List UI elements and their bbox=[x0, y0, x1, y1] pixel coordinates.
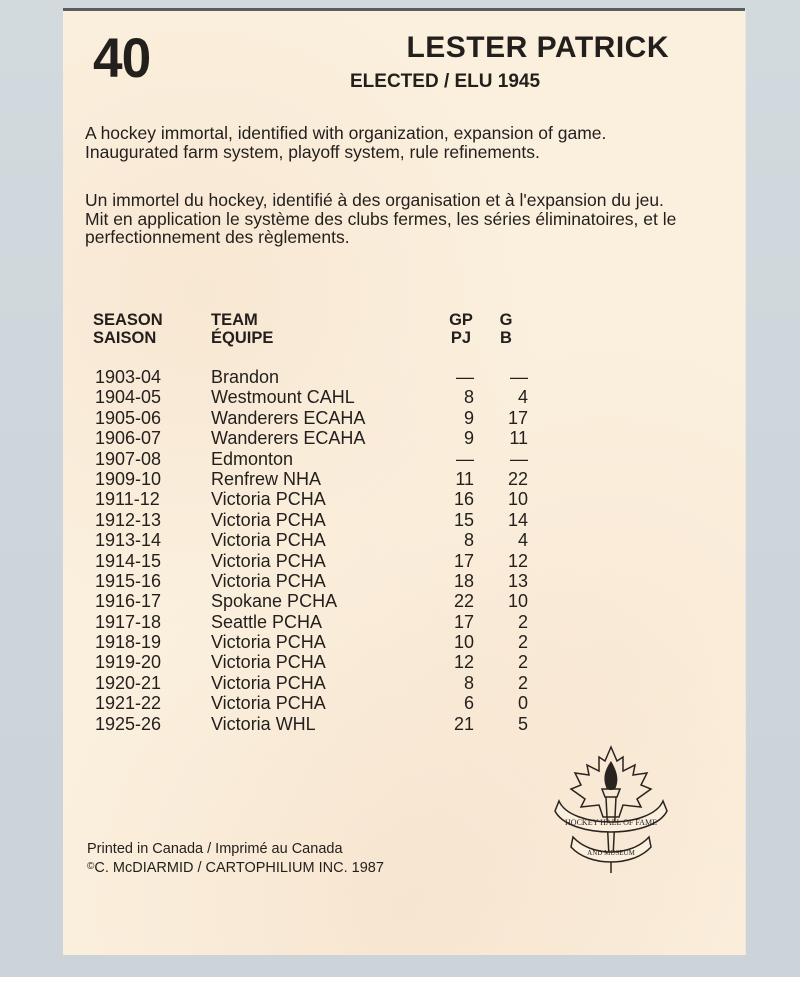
season-cell: 1912-13 bbox=[95, 509, 162, 530]
team-cell: Wanderers ECAHA bbox=[211, 407, 366, 428]
games-played-cell: 17 bbox=[453, 550, 474, 571]
goals-cell: — bbox=[510, 367, 528, 387]
games-played-cell: 15 bbox=[453, 509, 474, 530]
season-cell: 1906-07 bbox=[95, 428, 162, 449]
games-played-cell: — bbox=[456, 367, 474, 387]
career-stats-table bbox=[91, 311, 531, 734]
stats-row bbox=[91, 387, 531, 407]
copyright-line bbox=[87, 858, 384, 877]
games-played-cell: 9 bbox=[463, 407, 474, 428]
stats-row bbox=[91, 510, 531, 530]
goals-cell: 2 bbox=[517, 611, 528, 632]
goals-cell: 2 bbox=[517, 672, 528, 693]
team-cell: Wanderers ECAHA bbox=[211, 428, 366, 449]
season-cell: 1921-22 bbox=[95, 693, 162, 714]
season-cell: 1925-26 bbox=[95, 713, 162, 734]
team-cell: Edmonton bbox=[211, 448, 294, 469]
season-cell: 1920-21 bbox=[95, 672, 162, 693]
season-cell: 1917-18 bbox=[95, 611, 162, 632]
stats-row bbox=[91, 530, 531, 550]
goals-cell: 0 bbox=[517, 693, 528, 714]
header-season-fr: SAISON bbox=[93, 329, 157, 347]
stats-row bbox=[91, 449, 531, 469]
goals-cell: 2 bbox=[517, 652, 528, 673]
goals-cell: 10 bbox=[507, 489, 528, 510]
header-gp-fr: PJ bbox=[450, 329, 472, 347]
printed-in-canada: Printed in Canada / Imprimé au Canada bbox=[87, 841, 343, 857]
games-played-cell: 18 bbox=[453, 570, 474, 591]
bio-english: A hockey immortal, identified with organization, expansion of game. Inaugurated farm system, playoff system, rule refinements. bbox=[85, 123, 607, 162]
team-cell: Brandon bbox=[211, 367, 280, 387]
season-cell: 1919-20 bbox=[95, 652, 162, 673]
games-played-cell: 9 bbox=[463, 428, 474, 449]
season-cell: 1914-15 bbox=[95, 550, 162, 571]
card-footer bbox=[87, 841, 384, 877]
trading-card-back bbox=[63, 8, 745, 955]
games-played-cell: 12 bbox=[453, 652, 474, 673]
bio-french: Un immortel du hockey, identifié à des organisation et à l'expansion du jeu. Mit en application le système des clubs fermes, les séries éliminatoires, et le perfectionnement des règlements. bbox=[85, 190, 677, 247]
stats-row bbox=[91, 367, 531, 387]
header-team-fr: ÉQUIPE bbox=[211, 329, 274, 347]
header-team-en: TEAM bbox=[211, 311, 258, 329]
team-cell: Victoria PCHA bbox=[211, 652, 326, 673]
hockey-hall-of-fame-crest-icon bbox=[551, 739, 671, 879]
games-played-cell: 11 bbox=[455, 468, 474, 489]
header-team bbox=[211, 311, 273, 347]
goals-cell: — bbox=[510, 448, 528, 469]
games-played-cell: 8 bbox=[463, 672, 474, 693]
stats-row bbox=[91, 714, 531, 734]
goals-cell: 5 bbox=[517, 713, 528, 734]
team-cell: Renfrew NHA bbox=[211, 468, 322, 489]
team-cell: Victoria PCHA bbox=[211, 693, 326, 714]
season-cell: 1907-08 bbox=[95, 448, 162, 469]
team-cell: Victoria WHL bbox=[211, 713, 316, 734]
header-g-en: G bbox=[499, 311, 513, 329]
season-cell: 1916-17 bbox=[95, 591, 162, 612]
stats-row bbox=[91, 551, 531, 571]
copyright-text: C. McDIARMID / CARTOPHILIUM INC. 1987 bbox=[94, 860, 384, 876]
goals-cell: 2 bbox=[517, 632, 528, 653]
team-cell: Victoria PCHA bbox=[211, 672, 326, 693]
stats-row bbox=[91, 632, 531, 652]
team-cell: Victoria PCHA bbox=[211, 489, 326, 510]
stats-row bbox=[91, 428, 531, 448]
team-cell: Victoria PCHA bbox=[211, 550, 326, 571]
team-cell: Victoria PCHA bbox=[211, 632, 326, 653]
player-name: LESTER PATRICK bbox=[406, 31, 669, 64]
header-g bbox=[491, 311, 521, 347]
goals-cell: 4 bbox=[517, 387, 528, 408]
svg-text:AND MUSEUM: AND MUSEUM bbox=[587, 849, 635, 857]
team-cell: Victoria PCHA bbox=[211, 509, 326, 530]
copyright-symbol: © bbox=[87, 861, 95, 872]
stats-row bbox=[91, 612, 531, 632]
season-cell: 1918-19 bbox=[95, 632, 162, 653]
card-number: 40 bbox=[93, 26, 151, 89]
team-cell: Victoria PCHA bbox=[211, 530, 326, 551]
games-played-cell: 10 bbox=[453, 632, 474, 653]
header-gp-en: GP bbox=[449, 311, 473, 329]
games-played-cell: 17 bbox=[453, 611, 474, 632]
goals-cell: 4 bbox=[517, 530, 528, 551]
team-cell: Westmount CAHL bbox=[211, 387, 355, 408]
svg-text:HOCKEY HALL OF FAME: HOCKEY HALL OF FAME bbox=[565, 818, 657, 827]
games-played-cell: 21 bbox=[453, 713, 474, 734]
stats-header bbox=[91, 311, 531, 367]
stats-row bbox=[91, 693, 531, 713]
goals-cell: 14 bbox=[507, 509, 528, 530]
header-gp bbox=[446, 311, 476, 347]
games-played-cell: 8 bbox=[463, 530, 474, 551]
stats-row bbox=[91, 652, 531, 672]
season-cell: 1913-14 bbox=[95, 530, 162, 551]
goals-cell: 11 bbox=[509, 428, 528, 449]
stats-body bbox=[91, 367, 531, 734]
season-cell: 1911-12 bbox=[95, 489, 160, 510]
goals-cell: 10 bbox=[507, 591, 528, 612]
goals-cell: 22 bbox=[507, 468, 528, 489]
header-season-en: SEASON bbox=[93, 311, 163, 329]
stats-row bbox=[91, 571, 531, 591]
games-played-cell: 16 bbox=[453, 489, 474, 510]
goals-cell: 13 bbox=[507, 570, 528, 591]
stats-row bbox=[91, 469, 531, 489]
season-cell: 1905-06 bbox=[95, 407, 162, 428]
stats-row bbox=[91, 673, 531, 693]
season-cell: 1909-10 bbox=[95, 468, 162, 489]
team-cell: Spokane PCHA bbox=[211, 591, 338, 612]
season-cell: 1904-05 bbox=[95, 387, 162, 408]
games-played-cell: 8 bbox=[463, 387, 474, 408]
season-cell: 1903-04 bbox=[95, 367, 162, 387]
team-cell: Victoria PCHA bbox=[211, 570, 326, 591]
goals-cell: 17 bbox=[507, 407, 528, 428]
goals-cell: 12 bbox=[507, 550, 528, 571]
header-season bbox=[93, 311, 163, 347]
games-played-cell: — bbox=[456, 448, 474, 469]
header-g-fr: B bbox=[500, 329, 512, 347]
games-played-cell: 6 bbox=[463, 693, 474, 714]
team-cell: Seattle PCHA bbox=[211, 611, 323, 632]
season-cell: 1915-16 bbox=[95, 570, 162, 591]
stats-row bbox=[91, 591, 531, 611]
elected-year: ELECTED / ELU 1945 bbox=[350, 71, 541, 92]
stats-row bbox=[91, 489, 531, 509]
stats-row bbox=[91, 408, 531, 428]
games-played-cell: 22 bbox=[453, 591, 474, 612]
